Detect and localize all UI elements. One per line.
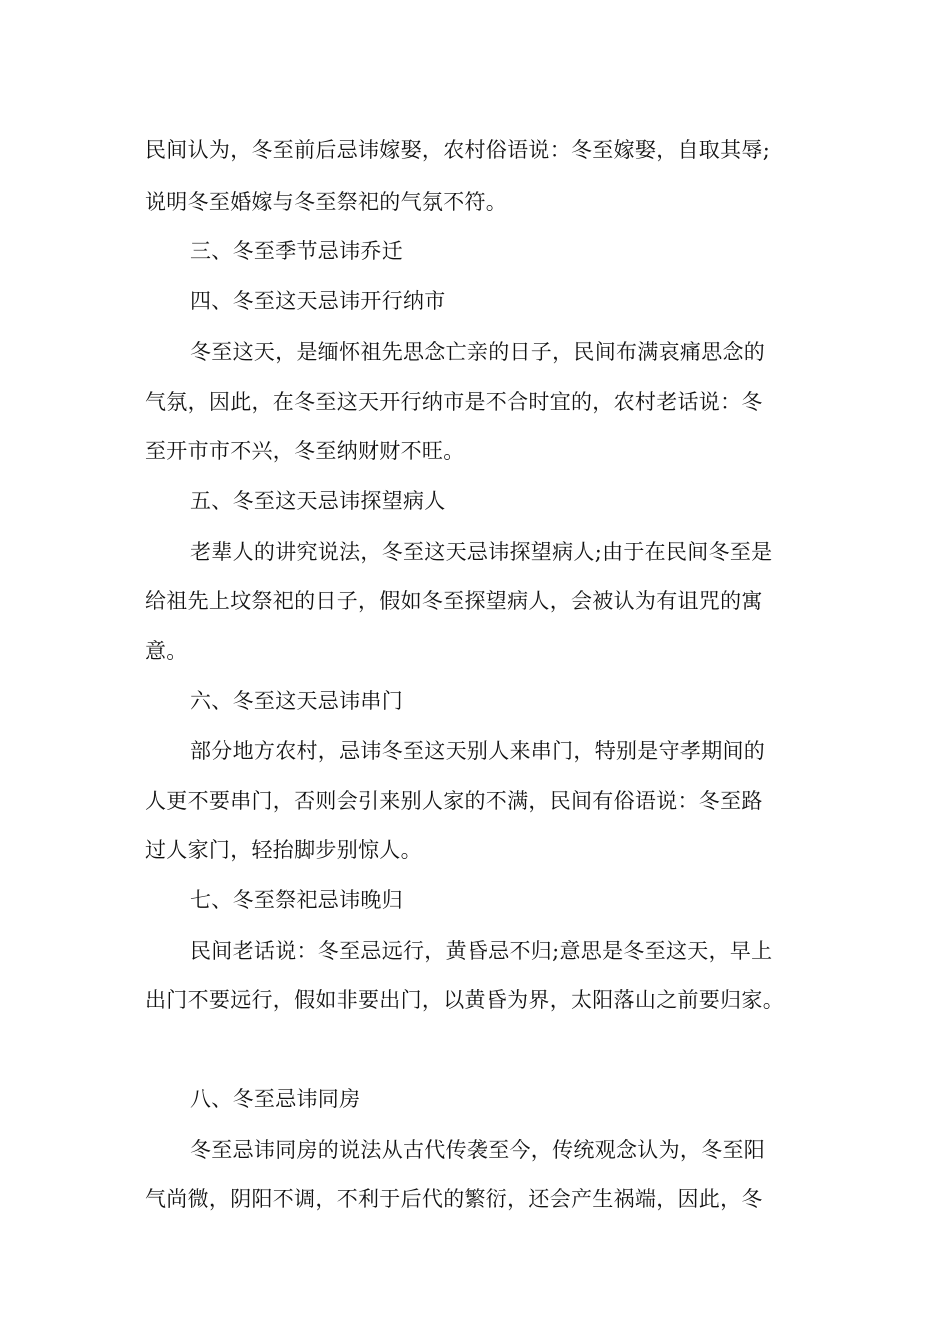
paragraph-line: 老辈人的讲究说法，冬至这天忌讳探望病人;由于在民间冬至是 (190, 540, 773, 564)
paragraph-line: 气氛，因此，在冬至这天开行纳市是不合时宜的，农村老话说：冬 (145, 390, 763, 414)
section-heading: 三、冬至季节忌讳乔迁 (190, 239, 403, 263)
paragraph-line: 至开市市不兴，冬至纳财财不旺。 (145, 439, 465, 463)
paragraph-line: 出门不要远行，假如非要出门，以黄昏为界，太阳落山之前要归家。 (145, 988, 784, 1012)
section-heading: 六、冬至这天忌讳串门 (190, 689, 403, 713)
paragraph-line: 冬至忌讳同房的说法从古代传袭至今，传统观念认为，冬至阳 (190, 1138, 766, 1162)
section-heading: 七、冬至祭祀忌讳晚归 (190, 888, 403, 912)
paragraph-line: 民间认为，冬至前后忌讳嫁娶，农村俗语说：冬至嫁娶，自取其辱; (145, 138, 771, 162)
paragraph-line: 人更不要串门，否则会引来别人家的不满，民间有俗语说：冬至路 (145, 789, 763, 813)
paragraph-line: 气尚微，阴阳不调，不利于后代的繁衍，还会产生祸端，因此，冬 (145, 1187, 763, 1211)
paragraph-line: 冬至这天，是缅怀祖先思念亡亲的日子，民间布满哀痛思念的 (190, 340, 766, 364)
paragraph-line: 部分地方农村，忌讳冬至这天别人来串门，特别是守孝期间的 (190, 739, 766, 763)
section-heading: 五、冬至这天忌讳探望病人 (190, 489, 446, 513)
paragraph-line: 过人家门，轻抬脚步别惊人。 (145, 838, 422, 862)
paragraph-line: 意。 (145, 639, 188, 663)
section-heading: 四、冬至这天忌讳开行纳市 (190, 289, 446, 313)
paragraph-line: 给祖先上坟祭祀的日子，假如冬至探望病人，会被认为有诅咒的寓 (145, 589, 763, 613)
paragraph-line: 民间老话说：冬至忌远行，黄昏忌不归;意思是冬至这天，早上 (190, 939, 773, 963)
section-heading: 八、冬至忌讳同房 (190, 1087, 361, 1111)
paragraph-line: 说明冬至婚嫁与冬至祭祀的气氛不符。 (145, 190, 508, 214)
